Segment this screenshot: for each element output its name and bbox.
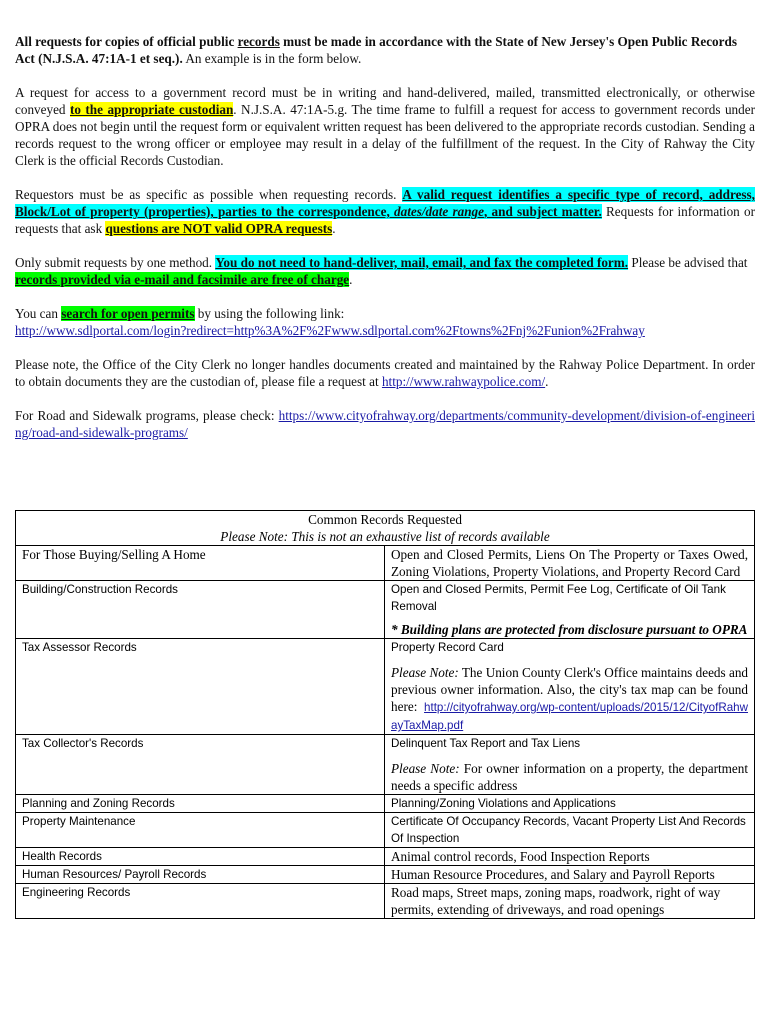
table-title: Common Records Requested xyxy=(308,512,462,527)
common-records-table xyxy=(15,510,755,919)
submission-method-paragraph: Only submit requests by one method. You do not need to hand-deliver, mail, email, and fax the completed form. Please be advised that records provided via e-mail and facsimile are free of charge. xyxy=(15,255,748,287)
rahway-police-link[interactable]: http://www.rahwaypolice.com/ xyxy=(381,374,546,389)
police-records-paragraph: Please note, the Office of the City Clerk no longer handles documents created and maintained by the Rahway Police Department. In order to obtain documents they are the custodian of, please file a request at http://www.rahwaypolice.com/. xyxy=(15,357,755,389)
table-subtitle: Please Note: This is not an exhaustive list of records available xyxy=(220,529,550,544)
table-row: Human Resources/ Payroll Records Human Resource Procedures, and Salary and Payroll Reports xyxy=(16,866,755,884)
tax-map-link[interactable]: http://cityofrahway.org/wp-content/uploads/2015/12/CityofRahwayTaxMap.pdf xyxy=(391,701,748,732)
table-row: Health Records Animal control records, Food Inspection Reports xyxy=(16,848,755,866)
table-row: Planning and Zoning Records Planning/Zoning Violations and Applications xyxy=(16,795,755,813)
open-permits-link[interactable]: http://www.sdlportal.com/login?redirect=http%3A%2F%2Fwww.sdlportal.com%2Ftowns%2Fnj%2Funion%2Frahway xyxy=(15,323,645,338)
table-row: For Those Buying/Selling A Home Open and Closed Permits, Liens On The Property or Taxes Owed, Zoning Violations, Property Violations, and Property Record Card xyxy=(16,546,755,581)
open-permits-paragraph: You can search for open permits by using the following link: http://www.sdlportal.com/login?redirect=http%3A%2F%2Fwww.sdlportal.com%2Ftowns%2Fnj%2Funion%2Frahway xyxy=(15,306,645,338)
table-row: Property Maintenance Certificate Of Occupancy Records, Vacant Property List And Records Of Inspection xyxy=(16,813,755,848)
table-row: Tax Assessor Records Property Record Card Please Note: The Union County Clerk's Office maintains deeds and previous owner information. Also, the city's tax map can be found here: http://cityofrahway.org/wp-content/uploads/2015/12/CityofRahwayTaxMap.pdf xyxy=(16,639,755,735)
custodian-paragraph: A request for access to a government record must be in writing and hand-delivered, mailed, transmitted electronically, or otherwise conveyed to the appropriate custodian. N.J.S.A. 47:1A-5.g. The time frame to fulfill a request for access to government records under OPRA does not begin until the request form or equivalent written request has been delivered to the appropriate records custodian. Sending a records request to the wrong officer or employee may result in a delay of the fulfillment of the request. In the City of Rahway the City Clerk is the official Records Custodian. xyxy=(15,85,755,168)
document-body xyxy=(15,33,755,458)
specificity-paragraph: Requestors must be as specific as possible when requesting records. A valid request identifies a specific type of record, address, Block/Lot of property (properties), parties to the correspondence, dates/date range, and subject matter. Requests for information or requests that ask questions are NOT valid OPRA requests. xyxy=(15,187,755,236)
opra-intro-paragraph: All requests for copies of official public records must be made in accordance with the State of New Jersey's Open Public Records Act (N.J.S.A. 47:1A-1 et seq.). An example is in the form below. xyxy=(15,34,737,66)
table-header-row xyxy=(16,511,755,546)
building-plans-note: * Building plans are protected from disclosure pursuant to OPRA xyxy=(391,622,748,637)
table-row: Building/Construction Records Open and Closed Permits, Permit Fee Log, Certificate of Oil Tank Removal * Building plans are protected from disclosure pursuant to OPRA xyxy=(16,581,755,639)
table-row: Tax Collector's Records Delinquent Tax Report and Tax Liens Please Note: For owner information on a property, the department needs a specific address xyxy=(16,735,755,795)
road-sidewalk-paragraph: For Road and Sidewalk programs, please check: https://www.cityofrahway.org/departments/community-development/division-of-engineering/road-and-sidewalk-programs/ xyxy=(15,408,755,440)
table-row: Engineering Records Road maps, Street maps, zoning maps, roadwork, right of way permits, extending of driveways, and road openings xyxy=(16,884,755,919)
road-sidewalk-link[interactable]: https://www.cityofrahway.org/departments/community-development/division-of-engineering/road-and-sidewalk-programs/ xyxy=(15,408,755,440)
